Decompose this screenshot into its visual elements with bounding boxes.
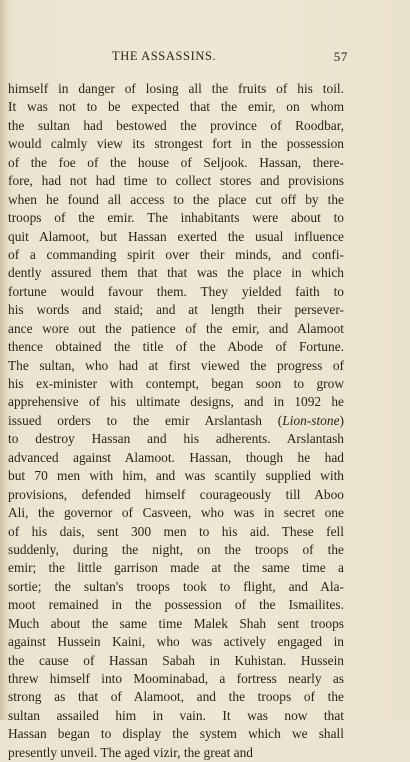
page-number: 57	[333, 49, 348, 64]
text-line: It was not to be expected that the emir, on whom	[8, 99, 344, 115]
text-line: of a commanding spirit over their minds, and confi-	[8, 246, 344, 262]
text-line: thence obtained the title of the Abode of Fortune.	[8, 339, 344, 355]
text-line: to destroy Hassan and his adherents. Arslantash	[8, 431, 344, 447]
italic-term: Lion-stone	[282, 412, 340, 428]
text-line: the cause of Hassan Sabah in Kuhistan. Hussein	[8, 652, 344, 668]
text-line: sultan assailed him in vain. It was now that	[8, 707, 344, 723]
text-line: apprehensive of his ultimate designs, and in 1092 he	[8, 394, 344, 410]
text-line: moot remained in the possession of the Ismailites.	[8, 597, 344, 613]
text-line: The sultan, who had at first viewed the progress of	[8, 357, 344, 373]
text-line: presently unveil. The aged vizir, the great and	[8, 744, 253, 760]
body-text	[8, 80, 344, 762]
text-line: would calmly view its strongest fort in the possession	[8, 136, 344, 152]
text-line: suddenly, during the night, on the troops of the	[8, 541, 344, 557]
text-line: himself in danger of losing all the fruits of his toil.	[8, 81, 344, 96]
text-line: quit Alamoot, but Hassan exerted the usual influence	[8, 228, 344, 244]
text-line: of the foe of the house of Seljook. Hassan, there-	[8, 154, 344, 170]
text-line: his words and staid; and at length their persever-	[8, 302, 344, 318]
page-header	[112, 49, 348, 67]
text-line: emir; the little garrison made at the same time a	[8, 560, 344, 576]
text-line: threw himself into Moominabad, a fortress nearly as	[8, 671, 344, 686]
text-line: fore, had not had time to collect stores and provisions	[8, 173, 344, 189]
text-line: dently assured them that that was the place in which	[8, 265, 344, 281]
text-line: Ali, the governor of Casveen, who was in secret one	[8, 505, 344, 521]
text-line: provisions, defended himself courageously till Aboo	[8, 486, 344, 502]
text-line: sortie; the sultan's troops took to flight, and Ala-	[8, 578, 344, 594]
text-line: of his dais, sent 300 men to his aid. These fell	[8, 523, 344, 539]
text-line: Much about the same time Malek Shah sent troops	[8, 615, 344, 631]
text-line: issued orders to the emir Arslantash (Lion-stone)	[8, 412, 344, 428]
text-line: strong as that of Alamoot, and the troops of the	[8, 689, 344, 705]
text-line: when he found all access to the place cut off by the	[8, 191, 344, 207]
text-line: advanced against Alamoot. Hassan, though he had	[8, 449, 344, 465]
page-gutter-shadow	[0, 0, 6, 720]
text-line: his ex-minister with contempt, began soon to grow	[8, 376, 344, 391]
text-line: against Hussein Kaini, who was actively engaged in	[8, 634, 344, 650]
text-line: fortune would favour them. They yielded faith to	[8, 283, 344, 299]
text-line: the sultan had bestowed the province of Roodbar,	[8, 117, 344, 133]
text-line: but 70 men with him, and was scantily supplied with	[8, 468, 344, 484]
text-line: Hassan began to display the system which we shall	[8, 726, 344, 742]
running-head: THE ASSASSINS.	[112, 49, 217, 63]
text-line: ance wore out the patience of the emir, and Alamoot	[8, 320, 344, 336]
text-line: troops of the emir. The inhabitants were about to	[8, 210, 344, 226]
